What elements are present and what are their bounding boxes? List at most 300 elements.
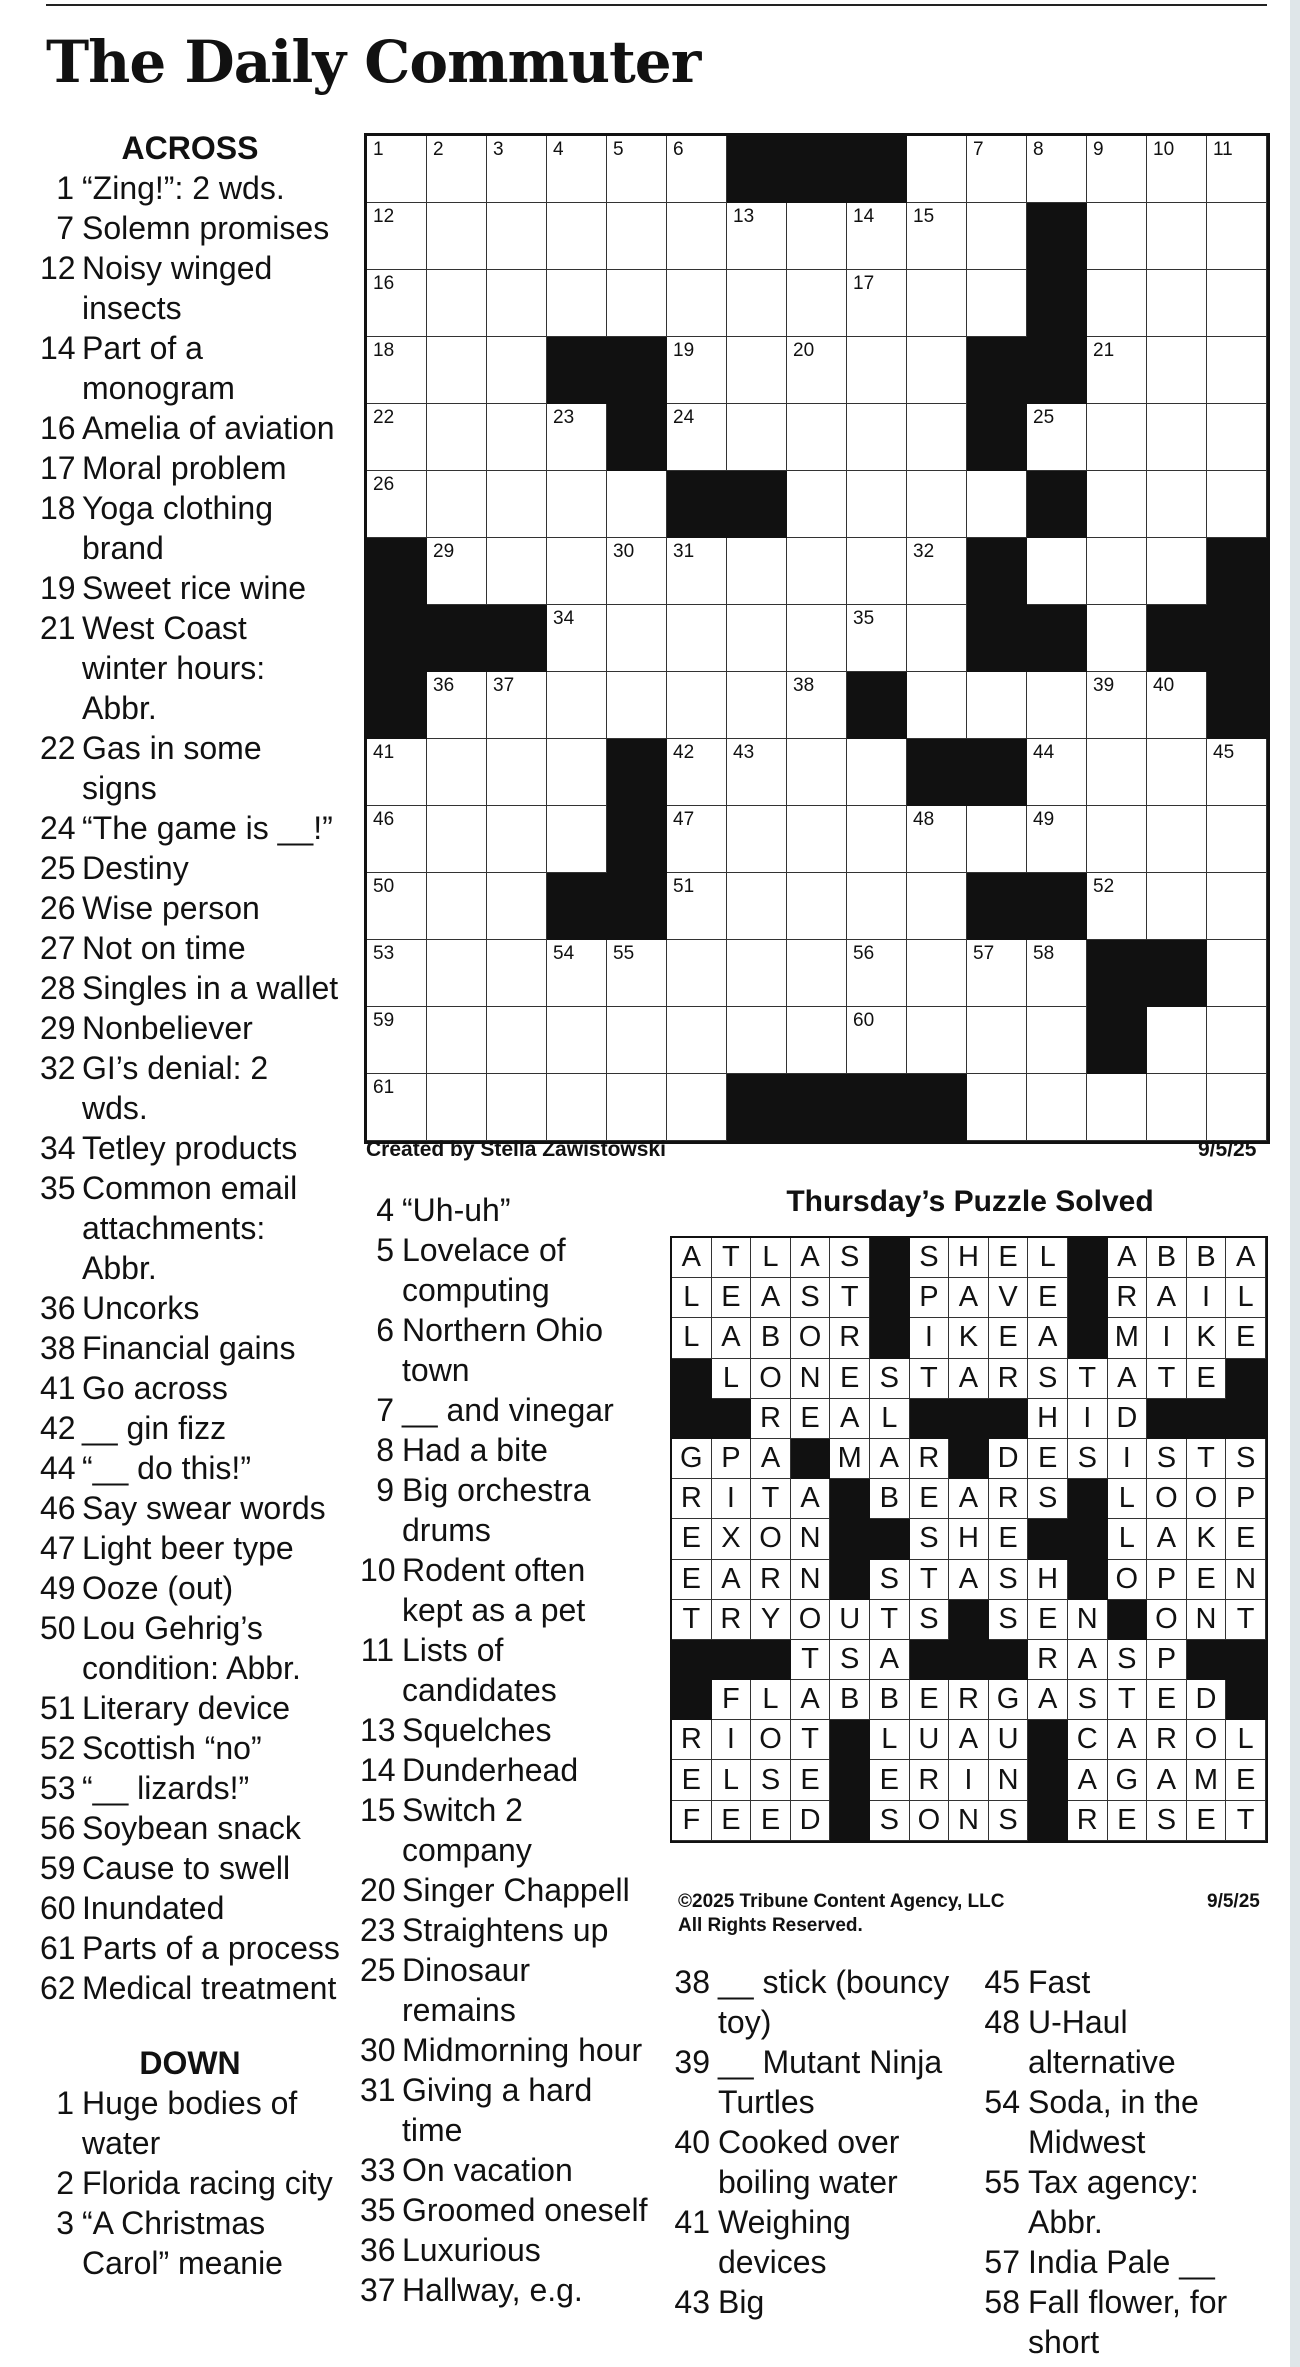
grid-cell[interactable] bbox=[1207, 873, 1267, 940]
grid-cell[interactable] bbox=[667, 672, 727, 739]
grid-cell[interactable] bbox=[667, 404, 727, 471]
grid-cell[interactable] bbox=[1027, 136, 1087, 203]
grid-cell[interactable] bbox=[427, 1007, 487, 1074]
grid-cell[interactable] bbox=[727, 672, 787, 739]
grid-cell[interactable] bbox=[1147, 672, 1207, 739]
grid-cell[interactable] bbox=[547, 1074, 607, 1141]
grid-cell[interactable] bbox=[1147, 404, 1207, 471]
grid-block bbox=[607, 404, 667, 471]
clue-item bbox=[40, 2083, 340, 2163]
solved-cell: D bbox=[791, 1801, 831, 1841]
grid-cell[interactable] bbox=[1147, 1074, 1207, 1141]
grid-cell[interactable] bbox=[1147, 806, 1207, 873]
grid-cell[interactable] bbox=[1147, 538, 1207, 605]
grid-cell[interactable] bbox=[667, 806, 727, 873]
grid-cell[interactable] bbox=[427, 136, 487, 203]
solved-block bbox=[910, 1640, 950, 1680]
clue-number: 35 bbox=[40, 1170, 76, 1206]
solved-cell: A bbox=[1108, 1720, 1148, 1760]
grid-cell[interactable] bbox=[427, 739, 487, 806]
grid-cell[interactable] bbox=[847, 940, 907, 1007]
solved-cell: E bbox=[989, 1519, 1029, 1559]
grid-cell[interactable] bbox=[907, 940, 967, 1007]
solved-cell: N bbox=[989, 1760, 1029, 1800]
grid-cell[interactable] bbox=[367, 739, 427, 806]
grid-cell[interactable] bbox=[1027, 538, 1087, 605]
grid-cell[interactable] bbox=[547, 538, 607, 605]
grid-cell[interactable] bbox=[487, 471, 547, 538]
clue-item bbox=[40, 1408, 340, 1448]
solved-cell: R bbox=[989, 1479, 1029, 1519]
grid-cell[interactable] bbox=[1087, 337, 1147, 404]
grid-cell[interactable] bbox=[547, 1007, 607, 1074]
grid-cell[interactable] bbox=[367, 1007, 427, 1074]
puzzle-date: 9/5/25 bbox=[1198, 1138, 1257, 1161]
clue-item bbox=[360, 1870, 650, 1910]
grid-cell[interactable] bbox=[1147, 739, 1207, 806]
grid-cell[interactable] bbox=[967, 806, 1027, 873]
solved-cell: S bbox=[989, 1600, 1029, 1640]
solved-cell: N bbox=[791, 1519, 831, 1559]
clue-number: 35 bbox=[360, 2192, 396, 2228]
grid-cell[interactable] bbox=[727, 404, 787, 471]
grid-cell[interactable] bbox=[427, 270, 487, 337]
grid-cell[interactable] bbox=[1087, 605, 1147, 672]
clue-text: Common email attachments: Abbr. bbox=[82, 1170, 298, 1286]
cell-number: 6 bbox=[673, 139, 684, 160]
grid-cell[interactable] bbox=[427, 203, 487, 270]
grid-cell[interactable] bbox=[427, 873, 487, 940]
grid-cell[interactable] bbox=[487, 203, 547, 270]
grid-cell[interactable] bbox=[1207, 471, 1267, 538]
grid-cell[interactable] bbox=[1087, 806, 1147, 873]
grid-cell[interactable] bbox=[787, 471, 847, 538]
cell-number: 11 bbox=[1213, 139, 1233, 160]
grid-cell[interactable] bbox=[667, 337, 727, 404]
grid-cell[interactable] bbox=[367, 404, 427, 471]
grid-cell[interactable] bbox=[1207, 806, 1267, 873]
grid-cell[interactable] bbox=[907, 806, 967, 873]
solved-cell: A bbox=[791, 1479, 831, 1519]
cell-number: 50 bbox=[373, 876, 395, 897]
grid-cell[interactable] bbox=[847, 873, 907, 940]
clue-number: 38 bbox=[674, 1964, 710, 2000]
solved-cell: H bbox=[949, 1238, 989, 1278]
solved-title: Thursday’s Puzzle Solved bbox=[786, 1185, 1154, 1218]
grid-cell[interactable] bbox=[607, 203, 667, 270]
grid-cell[interactable] bbox=[727, 940, 787, 1007]
clue-number: 36 bbox=[360, 2232, 396, 2268]
solved-cell: O bbox=[1147, 1479, 1187, 1519]
grid-cell[interactable] bbox=[667, 136, 727, 203]
solved-cell: S bbox=[910, 1600, 950, 1640]
clue-text: Literary device bbox=[82, 1690, 291, 1726]
grid-cell[interactable] bbox=[727, 739, 787, 806]
grid-cell[interactable] bbox=[1207, 203, 1267, 270]
grid-block bbox=[607, 873, 667, 940]
grid-cell[interactable] bbox=[1147, 136, 1207, 203]
grid-cell[interactable] bbox=[1207, 404, 1267, 471]
grid-cell[interactable] bbox=[607, 136, 667, 203]
clue-item bbox=[360, 1710, 650, 1750]
grid-cell[interactable] bbox=[847, 739, 907, 806]
grid-cell[interactable] bbox=[1147, 1007, 1207, 1074]
solved-cell: R bbox=[672, 1479, 712, 1519]
grid-cell[interactable] bbox=[907, 1007, 967, 1074]
solved-cell: L bbox=[1108, 1479, 1148, 1519]
grid-cell[interactable] bbox=[787, 203, 847, 270]
grid-cell[interactable] bbox=[667, 605, 727, 672]
grid-cell[interactable] bbox=[727, 873, 787, 940]
grid-cell[interactable] bbox=[487, 538, 547, 605]
grid-cell[interactable] bbox=[427, 1074, 487, 1141]
grid-cell[interactable] bbox=[1087, 538, 1147, 605]
solved-cell: A bbox=[949, 1278, 989, 1318]
grid-cell[interactable] bbox=[787, 672, 847, 739]
grid-cell[interactable] bbox=[367, 873, 427, 940]
grid-cell[interactable] bbox=[1087, 739, 1147, 806]
grid-cell[interactable] bbox=[847, 471, 907, 538]
grid-cell[interactable] bbox=[487, 404, 547, 471]
grid-cell[interactable] bbox=[1027, 404, 1087, 471]
grid-cell[interactable] bbox=[1027, 806, 1087, 873]
grid-cell[interactable] bbox=[1147, 471, 1207, 538]
grid-cell[interactable] bbox=[787, 806, 847, 873]
grid-cell[interactable] bbox=[907, 873, 967, 940]
clue-number: 7 bbox=[56, 210, 74, 246]
solved-cell: U bbox=[989, 1720, 1029, 1760]
grid-cell[interactable] bbox=[727, 538, 787, 605]
grid-cell[interactable] bbox=[847, 270, 907, 337]
solved-cell: P bbox=[1226, 1479, 1266, 1519]
grid-cell[interactable] bbox=[1087, 873, 1147, 940]
solved-cell: R bbox=[1068, 1801, 1108, 1841]
clue-number: 16 bbox=[40, 410, 76, 446]
solved-cell: E bbox=[1226, 1318, 1266, 1358]
grid-cell[interactable] bbox=[667, 739, 727, 806]
grid-cell[interactable] bbox=[487, 940, 547, 1007]
grid-cell[interactable] bbox=[787, 270, 847, 337]
clue-item bbox=[40, 1888, 340, 1928]
solved-block bbox=[870, 1278, 910, 1318]
solved-cell: E bbox=[910, 1680, 950, 1720]
grid-cell[interactable] bbox=[1207, 337, 1267, 404]
cell-number: 41 bbox=[373, 742, 395, 763]
clue-item bbox=[668, 2122, 968, 2202]
clue-text: Soybean snack bbox=[82, 1810, 301, 1846]
grid-cell[interactable] bbox=[1147, 270, 1207, 337]
grid-cell[interactable] bbox=[367, 806, 427, 873]
cell-number: 16 bbox=[373, 273, 395, 294]
grid-cell[interactable] bbox=[1207, 1007, 1267, 1074]
grid-cell[interactable] bbox=[427, 672, 487, 739]
clue-text: “__ do this!” bbox=[82, 1450, 251, 1486]
grid-cell[interactable] bbox=[907, 270, 967, 337]
grid-block bbox=[607, 806, 667, 873]
solved-cell: X bbox=[712, 1519, 752, 1559]
grid-cell[interactable] bbox=[607, 1074, 667, 1141]
grid-cell[interactable] bbox=[607, 471, 667, 538]
solved-cell: K bbox=[949, 1318, 989, 1358]
clue-text: Gas in some signs bbox=[82, 730, 262, 806]
grid-cell[interactable] bbox=[1027, 1007, 1087, 1074]
grid-cell[interactable] bbox=[787, 739, 847, 806]
solved-block bbox=[1068, 1479, 1108, 1519]
grid-cell[interactable] bbox=[487, 672, 547, 739]
clue-number: 39 bbox=[674, 2044, 710, 2080]
grid-cell[interactable] bbox=[547, 739, 607, 806]
grid-cell[interactable] bbox=[907, 404, 967, 471]
grid-cell[interactable] bbox=[1027, 940, 1087, 1007]
solved-cell: I bbox=[1068, 1399, 1108, 1439]
clue-text: Financial gains bbox=[82, 1330, 296, 1366]
clue-text: Fall flower, for short bbox=[1028, 2284, 1228, 2360]
clue-number: 41 bbox=[40, 1370, 76, 1406]
grid-cell[interactable] bbox=[367, 940, 427, 1007]
grid-cell[interactable] bbox=[727, 203, 787, 270]
grid-cell[interactable] bbox=[667, 203, 727, 270]
grid-cell[interactable] bbox=[847, 337, 907, 404]
grid-cell[interactable] bbox=[727, 270, 787, 337]
clue-text: GI’s denial: 2 wds. bbox=[82, 1050, 269, 1126]
grid-cell[interactable] bbox=[607, 1007, 667, 1074]
grid-cell[interactable] bbox=[487, 873, 547, 940]
grid-cell[interactable] bbox=[667, 270, 727, 337]
grid-cell[interactable] bbox=[607, 270, 667, 337]
clue-text: Luxurious bbox=[402, 2232, 541, 2268]
grid-cell[interactable] bbox=[547, 672, 607, 739]
solved-cell: O bbox=[791, 1600, 831, 1640]
grid-block bbox=[967, 404, 1027, 471]
solved-cell: B bbox=[1187, 1238, 1227, 1278]
grid-cell[interactable] bbox=[847, 538, 907, 605]
grid-cell[interactable] bbox=[547, 605, 607, 672]
grid-cell[interactable] bbox=[847, 806, 907, 873]
grid-cell[interactable] bbox=[787, 404, 847, 471]
grid-cell[interactable] bbox=[727, 605, 787, 672]
grid-cell[interactable] bbox=[907, 672, 967, 739]
grid-cell[interactable] bbox=[907, 203, 967, 270]
grid-cell[interactable] bbox=[1147, 873, 1207, 940]
clue-number: 34 bbox=[40, 1130, 76, 1166]
solved-block bbox=[830, 1479, 870, 1519]
solved-cell: S bbox=[989, 1560, 1029, 1600]
grid-cell[interactable] bbox=[367, 203, 427, 270]
grid-cell[interactable] bbox=[907, 605, 967, 672]
cell-number: 51 bbox=[673, 876, 695, 897]
grid-cell[interactable] bbox=[1207, 270, 1267, 337]
grid-cell[interactable] bbox=[487, 1074, 547, 1141]
clue-number: 17 bbox=[40, 450, 76, 486]
solved-block bbox=[1068, 1238, 1108, 1278]
grid-cell[interactable] bbox=[967, 1074, 1027, 1141]
clue-number: 42 bbox=[40, 1410, 76, 1446]
solved-cell: A bbox=[751, 1439, 791, 1479]
grid-cell[interactable] bbox=[847, 1007, 907, 1074]
grid-cell[interactable] bbox=[547, 471, 607, 538]
grid-cell[interactable] bbox=[727, 337, 787, 404]
grid-cell[interactable] bbox=[487, 1007, 547, 1074]
solved-cell: H bbox=[949, 1519, 989, 1559]
grid-block bbox=[427, 605, 487, 672]
grid-cell[interactable] bbox=[787, 873, 847, 940]
grid-cell[interactable] bbox=[367, 136, 427, 203]
grid-cell[interactable] bbox=[787, 940, 847, 1007]
grid-cell[interactable] bbox=[427, 940, 487, 1007]
down-clues-col4 bbox=[978, 1962, 1278, 2362]
solved-cell: R bbox=[1028, 1640, 1068, 1680]
grid-cell[interactable] bbox=[547, 940, 607, 1007]
grid-cell[interactable] bbox=[1087, 136, 1147, 203]
solved-cell: S bbox=[870, 1359, 910, 1399]
grid-cell[interactable] bbox=[367, 337, 427, 404]
grid-cell[interactable] bbox=[727, 1007, 787, 1074]
grid-cell[interactable] bbox=[667, 538, 727, 605]
solved-cell: R bbox=[712, 1600, 752, 1640]
grid-cell[interactable] bbox=[607, 605, 667, 672]
clue-item bbox=[978, 1962, 1278, 2002]
grid-cell[interactable] bbox=[607, 940, 667, 1007]
grid-cell[interactable] bbox=[667, 873, 727, 940]
grid-cell[interactable] bbox=[967, 672, 1027, 739]
clue-number: 62 bbox=[40, 1970, 76, 2006]
grid-cell[interactable] bbox=[547, 270, 607, 337]
grid-cell[interactable] bbox=[1207, 739, 1267, 806]
clue-item bbox=[360, 2190, 650, 2230]
clue-item bbox=[40, 1728, 340, 1768]
clue-text: Had a bite bbox=[402, 1432, 548, 1468]
down-list-part4 bbox=[978, 1962, 1278, 2362]
solved-cell: K bbox=[1187, 1318, 1227, 1358]
grid-cell[interactable] bbox=[487, 270, 547, 337]
grid-cell[interactable] bbox=[847, 605, 907, 672]
grid-cell[interactable] bbox=[1207, 1074, 1267, 1141]
grid-cell[interactable] bbox=[787, 605, 847, 672]
grid-cell[interactable] bbox=[667, 1007, 727, 1074]
grid-cell[interactable] bbox=[367, 1074, 427, 1141]
solved-block bbox=[1028, 1760, 1068, 1800]
grid-cell[interactable] bbox=[787, 1007, 847, 1074]
clue-number: 43 bbox=[674, 2284, 710, 2320]
grid-cell[interactable] bbox=[487, 136, 547, 203]
grid-cell[interactable] bbox=[487, 806, 547, 873]
grid-cell[interactable] bbox=[907, 471, 967, 538]
page-title: The Daily Commuter bbox=[46, 28, 701, 96]
grid-cell[interactable] bbox=[367, 471, 427, 538]
down-list-part3 bbox=[668, 1962, 968, 2322]
solved-cell: S bbox=[1147, 1801, 1187, 1841]
grid-cell[interactable] bbox=[487, 739, 547, 806]
grid-cell[interactable] bbox=[1087, 1074, 1147, 1141]
grid-cell[interactable] bbox=[427, 404, 487, 471]
grid-cell[interactable] bbox=[1087, 672, 1147, 739]
grid-cell[interactable] bbox=[607, 538, 667, 605]
solved-block bbox=[1068, 1318, 1108, 1358]
solved-cell: L bbox=[870, 1720, 910, 1760]
solved-block bbox=[1226, 1640, 1266, 1680]
grid-cell[interactable] bbox=[907, 538, 967, 605]
solved-cell: B bbox=[870, 1680, 910, 1720]
clue-number: 33 bbox=[360, 2152, 396, 2188]
grid-cell[interactable] bbox=[547, 203, 607, 270]
solved-cell: T bbox=[870, 1600, 910, 1640]
grid-cell[interactable] bbox=[967, 940, 1027, 1007]
clue-number: 23 bbox=[360, 1912, 396, 1948]
grid-block bbox=[787, 1074, 847, 1141]
grid-cell[interactable] bbox=[547, 404, 607, 471]
grid-cell[interactable] bbox=[847, 203, 907, 270]
grid-block bbox=[1027, 471, 1087, 538]
solved-cell: I bbox=[712, 1720, 752, 1760]
grid-cell[interactable] bbox=[727, 806, 787, 873]
clue-number: 30 bbox=[360, 2032, 396, 2068]
clue-item bbox=[978, 2242, 1278, 2282]
grid-cell[interactable] bbox=[1207, 940, 1267, 1007]
grid-cell[interactable] bbox=[1027, 1074, 1087, 1141]
grid-cell[interactable] bbox=[787, 337, 847, 404]
clue-number: 11 bbox=[360, 1632, 394, 1668]
grid-cell[interactable] bbox=[1147, 203, 1207, 270]
grid-cell[interactable] bbox=[1087, 203, 1147, 270]
grid-cell[interactable] bbox=[907, 136, 967, 203]
grid-cell[interactable] bbox=[1087, 404, 1147, 471]
clue-item bbox=[360, 1430, 650, 1470]
clue-text: __ gin fizz bbox=[82, 1410, 227, 1446]
grid-cell[interactable] bbox=[1027, 672, 1087, 739]
clue-item bbox=[668, 2042, 968, 2122]
grid-cell[interactable] bbox=[907, 337, 967, 404]
grid-cell[interactable] bbox=[1027, 739, 1087, 806]
grid-block bbox=[367, 605, 427, 672]
grid-cell[interactable] bbox=[1087, 270, 1147, 337]
grid-cell[interactable] bbox=[547, 806, 607, 873]
grid-cell[interactable] bbox=[367, 270, 427, 337]
clue-item bbox=[40, 1928, 340, 1968]
grid-cell[interactable] bbox=[607, 672, 667, 739]
clue-item bbox=[40, 1528, 340, 1568]
grid-cell[interactable] bbox=[967, 1007, 1027, 1074]
solved-block bbox=[989, 1640, 1029, 1680]
grid-cell[interactable] bbox=[427, 538, 487, 605]
solved-cell: N bbox=[1226, 1560, 1266, 1600]
grid-cell[interactable] bbox=[1147, 337, 1207, 404]
grid-block bbox=[1027, 873, 1087, 940]
grid-cell[interactable] bbox=[1207, 136, 1267, 203]
grid-cell[interactable] bbox=[847, 404, 907, 471]
cell-number: 15 bbox=[913, 206, 935, 227]
solved-grid bbox=[670, 1236, 1268, 1843]
grid-cell[interactable] bbox=[487, 337, 547, 404]
grid-cell[interactable] bbox=[967, 471, 1027, 538]
grid-cell[interactable] bbox=[427, 471, 487, 538]
grid-cell[interactable] bbox=[967, 270, 1027, 337]
grid-cell[interactable] bbox=[547, 136, 607, 203]
clue-item bbox=[40, 1968, 340, 2008]
grid-cell[interactable] bbox=[427, 337, 487, 404]
grid-cell[interactable] bbox=[667, 1074, 727, 1141]
grid-cell[interactable] bbox=[787, 538, 847, 605]
clue-item bbox=[360, 1910, 650, 1950]
cell-number: 42 bbox=[673, 742, 695, 763]
grid-cell[interactable] bbox=[967, 136, 1027, 203]
clue-item bbox=[360, 2270, 650, 2310]
grid-cell[interactable] bbox=[427, 806, 487, 873]
grid-cell[interactable] bbox=[967, 203, 1027, 270]
clue-item bbox=[978, 2082, 1278, 2162]
grid-cell[interactable] bbox=[1087, 471, 1147, 538]
grid-cell[interactable] bbox=[667, 940, 727, 1007]
solved-cell: I bbox=[1108, 1439, 1148, 1479]
